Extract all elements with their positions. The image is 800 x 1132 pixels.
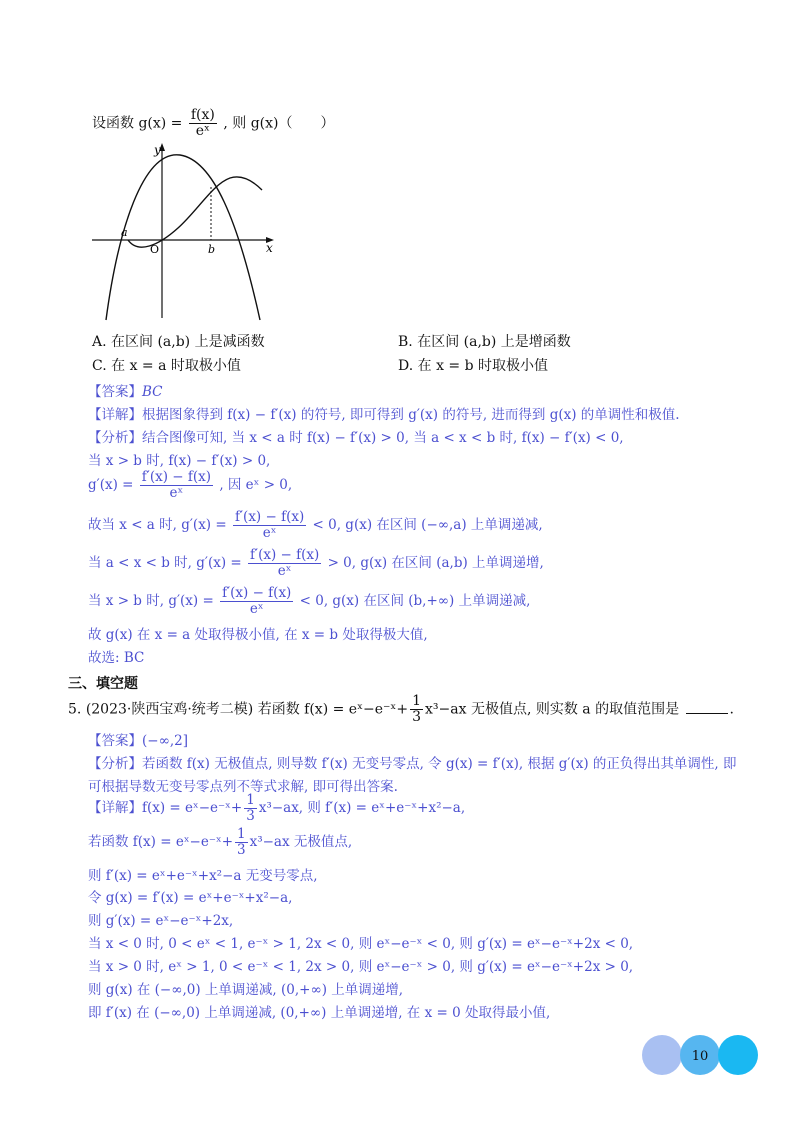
a-label: a [121, 226, 128, 239]
q4-line-3: g′(x) = $\frac{f'(x) - f(x)}{\text{eˣ}}$ , 因 eˣ > 0, [88, 469, 293, 501]
q4-analysis-1: 【分析】结合图像可知, 当 x < a 时 f(x) − f′(x) > 0, 当 a < x < b 时, f(x) − f′(x) < 0, [88, 430, 624, 446]
q4-analysis-2: 当 x > b 时, f(x) − f′(x) > 0, [88, 453, 271, 469]
q5-detail-8: 则 g(x) 在 (−∞,0) 上单调递减, (0,+∞) 上单调递增, [88, 982, 404, 998]
question-stem: 设函数 g(x) = $\frac{f(x)}{\text{eˣ}}$ , 则 g(x)（ ） [92, 107, 335, 139]
origin-label: O [150, 243, 160, 256]
x-label: x [266, 241, 273, 255]
page-number: 10 [691, 1049, 709, 1064]
q5-detail-4: 令 g(x) = f′(x) = eˣ+e⁻ˣ+x²−a, [88, 890, 293, 906]
badge-circle-dark [718, 1035, 758, 1075]
q5-analysis-1: 【分析】若函数 f(x) 无极值点, 则导数 f′(x) 无变号零点, 令 g(x) = f′(x), 根据 g′(x) 的正负得出其单调性, 即 [88, 756, 737, 772]
y-label: y [154, 143, 161, 157]
b-label: b [208, 243, 216, 256]
q5-detail-1: 【详解】f(x) = eˣ−e⁻ˣ+ $\frac{1}{3}$ x³−ax, 则 f′(x) = eˣ+e⁻ˣ+x²−a, [88, 792, 466, 824]
q5-detail-6: 当 x < 0 时, 0 < eˣ < 1, e⁻ˣ > 1, 2x < 0, 则 eˣ−e⁻ˣ < 0, 则 g′(x) = eˣ−e⁻ˣ+2x < 0, [88, 936, 634, 952]
q4-line-4: 故当 x < a 时, g′(x) = $\frac{f'(x) - f(x)}{\text{eˣ}}$ < 0, g(x) 在区间 (−∞,a) 上单调递减, [88, 509, 543, 541]
q5-detail-3: 则 f′(x) = eˣ+e⁻ˣ+x²−a 无变号零点, [88, 868, 318, 884]
q4-answer: 【答案】BC [88, 384, 163, 400]
option-c[interactable]: C. 在 x = a 时取极小值 [92, 358, 241, 374]
q4-line-7: 故 g(x) 在 x = a 处取得极小值, 在 x = b 处取得极大值, [88, 627, 428, 643]
option-a[interactable]: A. 在区间 (a,b) 上是减函数 [92, 334, 265, 350]
q5-detail-2: 若函数 f(x) = eˣ−e⁻ˣ+ $\frac{1}{3}$ x³−ax 无极值点, [88, 826, 353, 858]
q4-line-6: 当 x > b 时, g′(x) = $\frac{f'(x) - f(x)}{\text{eˣ}}$ < 0, g(x) 在区间 (b,+∞) 上单调递减, [88, 585, 531, 617]
option-d[interactable]: D. 在 x = b 时取极小值 [398, 358, 549, 374]
q4-line-5: 当 a < x < b 时, g′(x) = $\frac{f'(x) - f(x)}{\text{eˣ}}$ > 0, g(x) 在区间 (a,b) 上单调递增, [88, 547, 544, 579]
q5-analysis-2: 可根据导数无变号零点列不等式求解, 即可得出答案. [88, 779, 398, 795]
q5-answer: 【答案】(−∞,2] [88, 733, 188, 749]
q5-detail-7: 当 x > 0 时, eˣ > 1, 0 < e⁻ˣ < 1, 2x > 0, 则 eˣ−e⁻ˣ > 0, 则 g′(x) = eˣ−e⁻ˣ+2x > 0, [88, 959, 634, 975]
q4-detail: 【详解】根据图象得到 f(x) − f′(x) 的符号, 即可得到 g′(x) 的符号, 进而得到 g(x) 的单调性和极值. [88, 407, 680, 423]
section-title: 三、填空题 [68, 676, 138, 692]
q4-line-8: 故选: BC [88, 650, 145, 666]
badge-circle-light [642, 1035, 682, 1075]
curve-f-prime [128, 177, 262, 247]
stem-fraction: $\frac{f(x)}{\text{eˣ}}$ [190, 107, 215, 139]
q5-stem: 5. (2023·陕西宝鸡·统考二模) 若函数 f(x) = eˣ−e⁻ˣ+ $\frac{1}{3}$ x³−ax 无极值点, 则实数 a 的取值范围是 . [68, 693, 734, 725]
curve-f [106, 155, 260, 320]
function-graph [88, 140, 288, 325]
q5-detail-9: 即 f′(x) 在 (−∞,0) 上单调递减, (0,+∞) 上单调递增, 在 x = 0 处取得最小值, [88, 1005, 551, 1021]
option-b[interactable]: B. 在区间 (a,b) 上是增函数 [398, 334, 571, 350]
q5-detail-5: 则 g′(x) = eˣ−e⁻ˣ+2x, [88, 913, 234, 929]
page-number-badge [640, 1033, 760, 1077]
answer-blank[interactable] [686, 701, 728, 714]
